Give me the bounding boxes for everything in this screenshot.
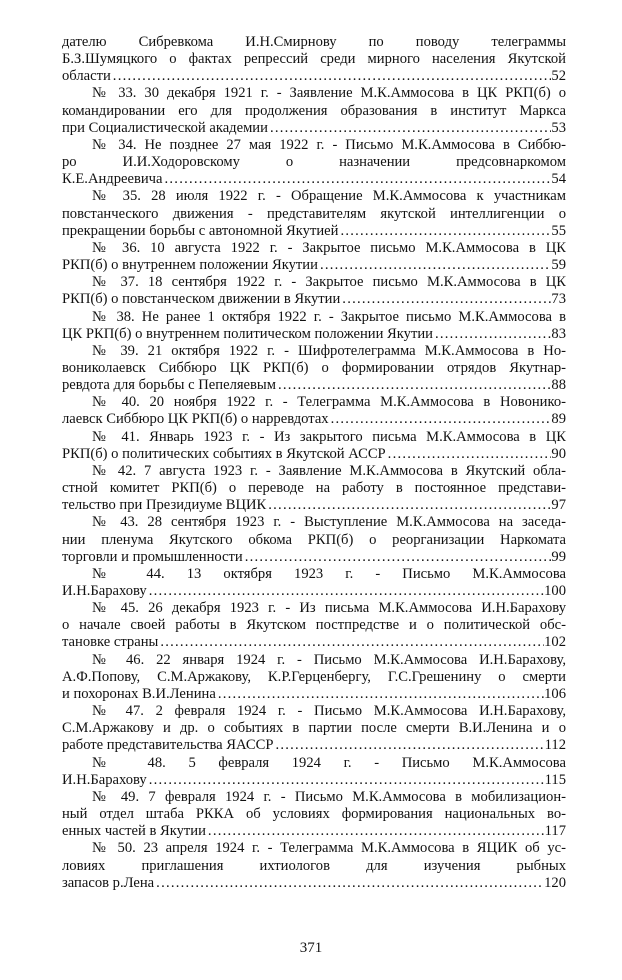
toc-entry-page: 54 <box>551 171 566 188</box>
table-of-contents <box>62 34 566 892</box>
toc-entry-last-line: запасов р.Лена <box>62 874 155 891</box>
dot-leader <box>268 497 551 514</box>
toc-entry-line: командировании его для продолжения образования в институт Маркса <box>62 102 566 119</box>
toc-entry <box>62 274 566 308</box>
toc-entry-last-line: тановке страны <box>62 634 159 651</box>
toc-entry <box>62 463 566 514</box>
toc-entry-page: 102 <box>544 634 566 651</box>
dot-leader <box>275 737 544 754</box>
toc-entry-page: 52 <box>551 68 566 85</box>
toc-entry-line: № 38. Не ранее 1 октября 1922 г. - Закрытое письмо М.К.Аммосова в <box>92 308 566 325</box>
toc-entry-page: 88 <box>551 377 566 394</box>
dot-leader <box>113 68 552 85</box>
toc-entry-page: 55 <box>551 222 566 239</box>
toc-entry <box>62 789 566 840</box>
toc-entry <box>62 85 566 136</box>
dot-leader <box>435 326 551 343</box>
toc-entry-line: № 41. Январь 1923 г. - Из закрытого письма М.К.Аммосова в ЦК <box>92 428 566 445</box>
toc-entry-last-line: К.Е.Андреевича <box>62 171 163 188</box>
toc-entry-page: 73 <box>551 291 566 308</box>
toc-entry-page: 83 <box>551 325 566 342</box>
toc-entry-line: № 37. 18 сентября 1922 г. - Закрытое письмо М.К.Аммосова в ЦК <box>92 274 566 291</box>
toc-entry-page: 115 <box>544 771 566 788</box>
toc-entry <box>62 600 566 651</box>
toc-entry-page: 97 <box>551 497 566 514</box>
toc-entry-line: № 33. 30 декабря 1921 г. - Заявление М.К.Аммосова в ЦК РКП(б) о <box>92 85 566 102</box>
toc-entry-last-line: РКП(б) о внутреннем положении Якутии <box>62 257 318 274</box>
toc-entry-last-line: И.Н.Барахову <box>62 771 147 788</box>
toc-entry-line: А.Ф.Попову, С.М.Аржакову, К.Р.Герценбергу, Г.С.Грешенину о смерти <box>62 668 566 685</box>
toc-entry-last-line: РКП(б) о повстанческом движении в Якутии <box>62 291 341 308</box>
toc-entry-line: С.М.Аржакову и др. о событиях в партии после смерти В.И.Ленина и о <box>62 720 566 737</box>
dot-leader <box>165 171 552 188</box>
toc-entry-line: № 50. 23 апреля 1924 г. - Телеграмма М.К.Аммосова в ЯЦИК об ус- <box>92 840 566 857</box>
toc-entry <box>62 429 566 463</box>
toc-entry-page: 90 <box>551 445 566 462</box>
toc-entry-line: № 44. 13 октября 1923 г. - Письмо М.К.Аммосова <box>92 565 566 582</box>
toc-entry <box>62 309 566 343</box>
toc-entry-line: № 45. 26 декабря 1923 г. - Из письма М.К.Аммосова И.Н.Барахову <box>92 600 566 617</box>
dot-leader <box>388 446 552 463</box>
dot-leader <box>160 634 544 651</box>
toc-entry-page: 53 <box>551 119 566 136</box>
dot-leader <box>270 120 551 137</box>
dot-leader <box>149 583 544 600</box>
toc-entry-last-line: при Социалистической академии <box>62 119 268 136</box>
toc-entry-line: ный отдел штаба РККА об условиях формирования национальных во- <box>62 806 566 823</box>
toc-entry <box>62 394 566 428</box>
toc-entry-page: 117 <box>544 823 566 840</box>
toc-entry-line: № 36. 10 августа 1922 г. - Закрытое письмо М.К.Аммосова в ЦК <box>92 239 566 256</box>
toc-entry-last-line: работе представительства ЯАССР <box>62 737 274 754</box>
toc-entry-last-line: енных частей в Якутии <box>62 823 206 840</box>
toc-entry-line: ро И.И.Ходоровскому о назначении предсовнаркомом <box>62 154 566 171</box>
toc-entry <box>62 343 566 394</box>
toc-entry-last-line: и похоронах В.И.Ленина <box>62 685 216 702</box>
page-number: 371 <box>299 940 323 956</box>
toc-entry <box>62 240 566 274</box>
toc-entry-last-line: ЦК РКП(б) о внутреннем политическом положении Якутии <box>62 325 433 342</box>
toc-entry <box>62 703 566 754</box>
toc-entry-page: 89 <box>551 411 566 428</box>
toc-entry-last-line: области <box>62 68 111 85</box>
toc-entry-last-line: лаевск Сиббюро ЦК РКП(б) о нарревдотах <box>62 411 329 428</box>
toc-entry-line: стной комитет РКП(б) о переводе на работу в постоянное представи- <box>62 480 566 497</box>
toc-entry-last-line: прекращении борьбы с автономной Якутией <box>62 222 339 239</box>
toc-entry-line: № 49. 7 февраля 1924 г. - Письмо М.К.Аммосова в мобилизацион- <box>92 788 566 805</box>
dot-leader <box>156 875 544 892</box>
toc-entry-last-line: торговли и промышленности <box>62 548 243 565</box>
dot-leader <box>340 223 551 240</box>
toc-entry-line: Б.З.Шумяцкого о фактах репрессий среди мирного населения Якутской <box>62 51 566 68</box>
toc-entry-page: 120 <box>544 874 566 891</box>
toc-entry-last-line: тельство при Президиуме ВЦИК <box>62 497 267 514</box>
dot-leader <box>278 377 551 394</box>
dot-leader <box>218 686 544 703</box>
toc-entry-last-line: РКП(б) о политических событиях в Якутской АССР <box>62 445 386 462</box>
toc-entry-line: вониколаевск Сиббюро ЦК РКП(б) о формировании отрядов Якутнар- <box>62 359 566 376</box>
toc-entry-line: повстанческого движения - представителям якутской интеллигенции о <box>62 205 566 222</box>
dot-leader <box>208 823 545 840</box>
dot-leader <box>331 411 552 428</box>
toc-entry <box>62 34 566 85</box>
dot-leader <box>320 257 551 274</box>
toc-entry <box>62 514 566 565</box>
toc-entry-line: № 35. 28 июля 1922 г. - Обращение М.К.Аммосова к участникам <box>92 188 566 205</box>
toc-entry-line: о начале своей работы в Якутском постпредстве и о политической обс- <box>62 617 566 634</box>
toc-entry-line: № 39. 21 октября 1922 г. - Шифротелеграмма М.К.Аммосова в Но- <box>92 342 566 359</box>
toc-entry <box>62 755 566 789</box>
toc-entry <box>62 188 566 239</box>
toc-entry-line: № 40. 20 ноября 1922 г. - Телеграмма М.К.Аммосова в Новонико- <box>92 394 566 411</box>
toc-entry-page: 112 <box>544 737 566 754</box>
dot-leader <box>149 772 545 789</box>
toc-entry <box>62 566 566 600</box>
toc-entry-line: № 43. 28 сентября 1923 г. - Выступление М.К.Аммосова на заседа- <box>92 514 566 531</box>
dot-leader <box>342 291 551 308</box>
toc-entry-last-line: И.Н.Барахову <box>62 583 147 599</box>
toc-entry <box>62 137 566 188</box>
toc-entry-page: 106 <box>544 685 566 702</box>
toc-entry-page: 99 <box>551 548 566 565</box>
toc-entry-line: № 48. 5 февраля 1924 г. - Письмо М.К.Аммосова <box>92 754 566 771</box>
toc-entry <box>62 652 566 703</box>
toc-entry-line: № 47. 2 февраля 1924 г. - Письмо М.К.Аммосова И.Н.Барахову, <box>92 703 566 720</box>
toc-entry-line: № 46. 22 января 1924 г. - Письмо М.К.Аммосова И.Н.Барахову, <box>92 651 566 668</box>
toc-entry <box>62 840 566 891</box>
toc-entry-line: ловиях приглашения ихтиологов для изучения рыбных <box>62 857 566 874</box>
toc-entry-line: № 42. 7 августа 1923 г. - Заявление М.К.Аммосова в Якутский обла- <box>92 462 566 479</box>
toc-entry-page: 59 <box>551 257 566 274</box>
toc-entry-line: № 34. Не позднее 27 мая 1922 г. - Письмо М.К.Аммосова в Сиббю- <box>92 136 566 153</box>
toc-entry-line: дателю Сибревкома И.Н.Смирнову по поводу телеграммы <box>62 34 566 50</box>
toc-entry-line: нии пленума Якутского обкома РКП(б) о реорганизации Наркомата <box>62 531 566 548</box>
toc-entry-page: 100 <box>544 583 566 599</box>
dot-leader <box>245 549 552 566</box>
toc-entry-last-line: ревдота для борьбы с Пепеляевым <box>62 377 276 394</box>
